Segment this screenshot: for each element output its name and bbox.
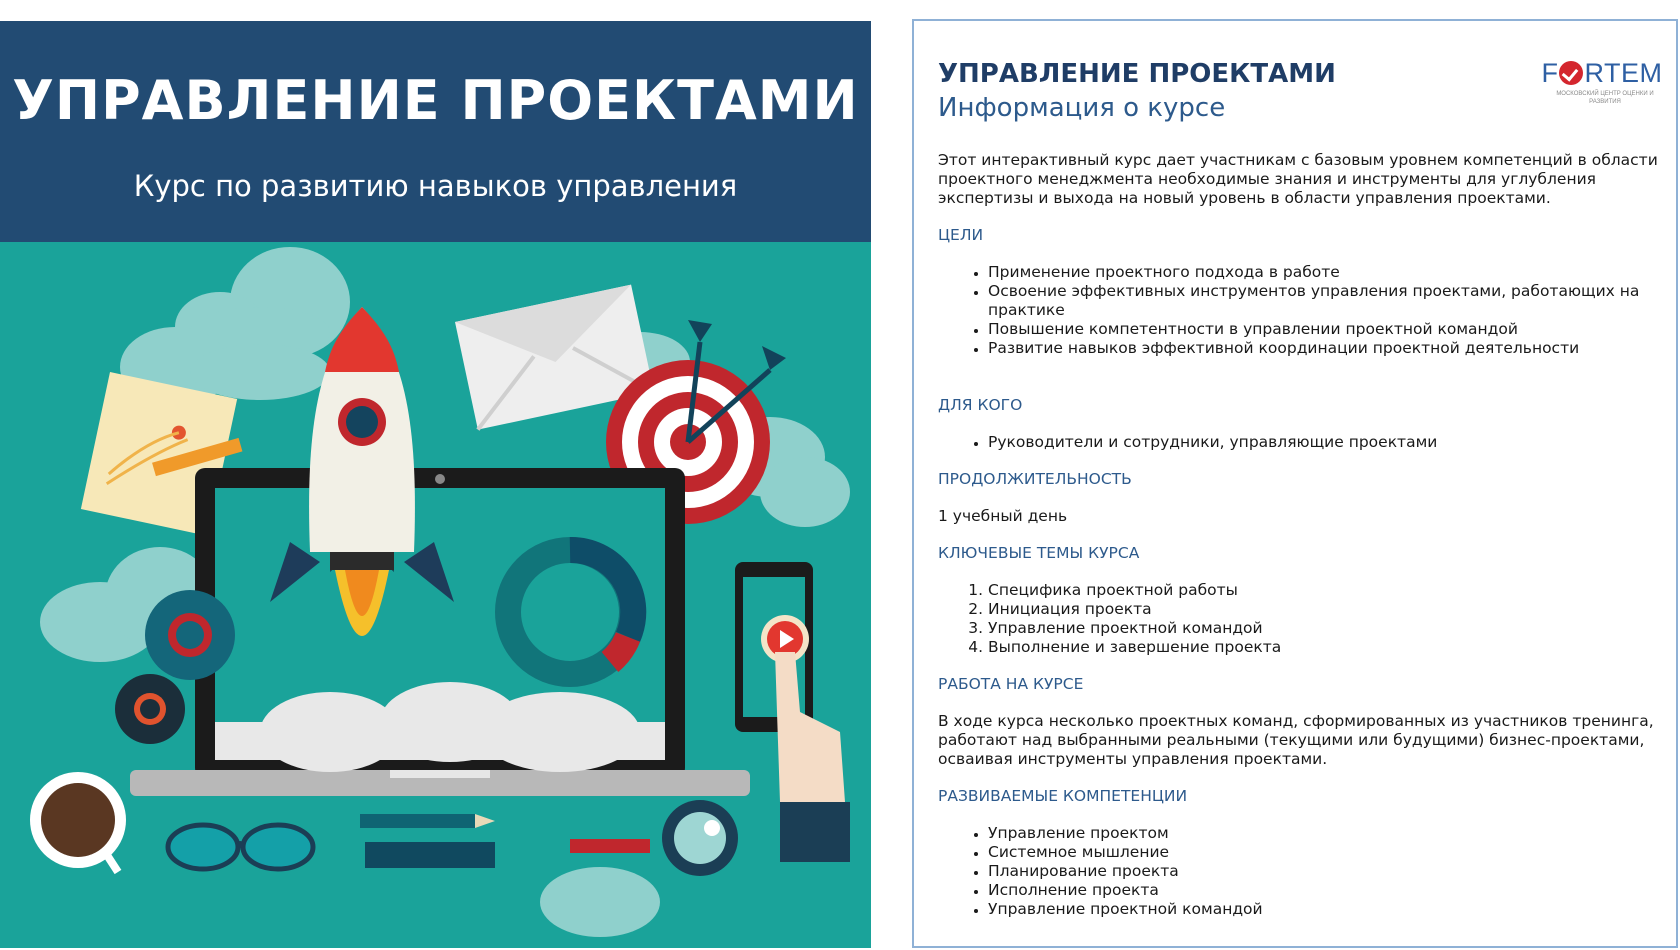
list-item: • Управление проектной командой <box>988 900 1666 919</box>
list-item: 2. Инициация проекта <box>988 600 1666 619</box>
pencil-icon <box>360 814 475 828</box>
list-item: 4. Выполнение и завершение проекта <box>988 638 1666 657</box>
course-content <box>938 151 1666 919</box>
list-item: • Развитие навыков эффективной координации проектной деятельности <box>988 339 1666 358</box>
promo-panel <box>0 21 871 948</box>
duration-text: 1 учебный день <box>938 507 1068 525</box>
competencies-list <box>938 824 1666 919</box>
list-item: • Управление проектом <box>988 824 1666 843</box>
course-info-panel <box>912 19 1678 948</box>
banner-title: УПРАВЛЕНИЕ ПРОЕКТАМИ <box>12 69 859 132</box>
banner <box>0 21 871 242</box>
duration-heading: ПРОДОЛЖИТЕЛЬНОСТЬ <box>938 470 1132 488</box>
audience-heading: ДЛЯ КОГО <box>938 396 1023 414</box>
topics-list <box>938 581 1666 657</box>
illustration <box>0 242 871 948</box>
checkmark-icon <box>1559 61 1583 85</box>
competencies-heading: РАЗВИВАЕМЫЕ КОМПЕТЕНЦИИ <box>938 787 1188 805</box>
list-item: • Системное мышление <box>988 843 1666 862</box>
work-text: В ходе курса несколько проектных команд, сформированных из участников тренинга, работают над выбранными реальными (текущими или будущими) бизнес-проектами, осваивая инструменты управления проектами. <box>938 712 1654 768</box>
list-item: • Исполнение проекта <box>988 881 1666 900</box>
goals-heading: ЦЕЛИ <box>938 226 984 244</box>
list-item: • Применение проектного подхода в работе <box>988 263 1666 282</box>
course-title: УПРАВЛЕНИЕ ПРОЕКТАМИ <box>938 59 1336 89</box>
work-heading: РАБОТА НА КУРСЕ <box>938 675 1084 693</box>
list-item: 3. Управление проектной командой <box>988 619 1666 638</box>
logo-tagline: МОСКОВСКИЙ ЦЕНТР ОЦЕНКИ И РАЗВИТИЯ <box>1556 91 1654 105</box>
audience-list <box>938 433 1666 452</box>
list-item: 1. Специфика проектной работы <box>988 581 1666 600</box>
intro-paragraph: Этот интерактивный курс дает участникам с базовым уровнем компетенций в области проектного менеджмента необходимые знания и инструменты для углубления экспертизы и выхода на новый уровень в области управления проектами. <box>938 151 1658 207</box>
course-subtitle: Информация о курсе <box>938 93 1226 123</box>
logo-letters-rtem: RTEM <box>1584 58 1663 88</box>
list-item: • Освоение эффективных инструментов управления проектами, работающих на практике <box>988 282 1666 320</box>
fortem-logo <box>1536 57 1668 112</box>
logo-letter-f: F <box>1541 58 1559 88</box>
topics-heading: КЛЮЧЕВЫЕ ТЕМЫ КУРСА <box>938 544 1140 562</box>
list-item: • Руководители и сотрудники, управляющие проектами <box>988 433 1666 452</box>
banner-subtitle: Курс по развитию навыков управления <box>133 169 738 203</box>
list-item: • Планирование проекта <box>988 862 1666 881</box>
goals-list <box>938 263 1666 358</box>
pen-icon <box>365 842 495 868</box>
list-item: • Повышение компетентности в управлении проектной командой <box>988 320 1666 339</box>
